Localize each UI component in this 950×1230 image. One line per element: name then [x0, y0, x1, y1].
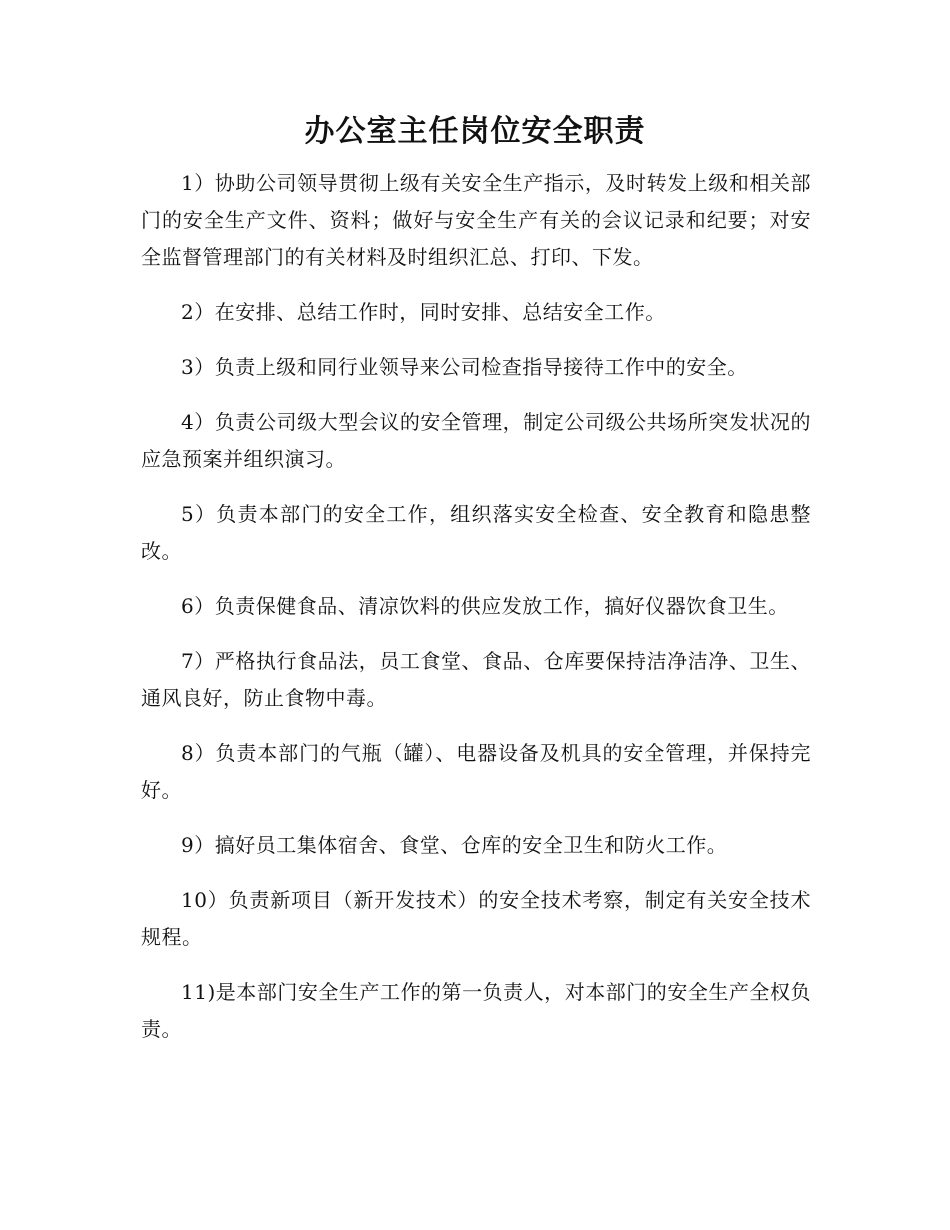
- paragraph-5: 5）负责本部门的安全工作，组织落实安全检查、安全教育和隐患整改。: [141, 502, 811, 563]
- paragraph-1: 1）协助公司领导贯彻上级有关安全生产指示，及时转发上级和相关部门的安全生产文件、资料；做好与安全生产有关的会议记录和纪要；对安全监督管理部门的有关材料及时组织汇总、打印、下发。: [141, 171, 811, 269]
- paragraph-6: 6）负责保健食品、清凉饮料的供应发放工作，搞好仪器饮食卫生。: [181, 594, 789, 618]
- paragraph-4: 4）负责公司级大型会议的安全管理，制定公司级公共场所突发状况的应急预案并组织演习。: [141, 410, 811, 471]
- paragraph-3: 3）负责上级和同行业领导来公司检查指导接待工作中的安全。: [181, 355, 748, 379]
- document-title: 办公室主任岗位安全职责: [304, 114, 646, 149]
- paragraph-7: 7）严格执行食品法，员工食堂、食品、仓库要保持洁净洁净、卫生、通风良好，防止食物中毒。: [141, 649, 811, 710]
- paragraph-10: 10）负责新项目（新开发技术）的安全技术考察，制定有关安全技术规程。: [141, 888, 811, 949]
- document-body: [141, 165, 811, 1066]
- paragraph-2: 2）在安排、总结工作时，同时安排、总结安全工作。: [181, 300, 666, 324]
- paragraph-9: 9）搞好员工集体宿舍、食堂、仓库的安全卫生和防火工作。: [181, 833, 728, 857]
- paragraph-8: 8）负责本部门的气瓶（罐）、电器设备及机具的安全管理，并保持完好。: [141, 741, 811, 802]
- paragraph-11: 11)是本部门安全生产工作的第一负责人，对本部门的安全生产全权负责。: [141, 980, 811, 1041]
